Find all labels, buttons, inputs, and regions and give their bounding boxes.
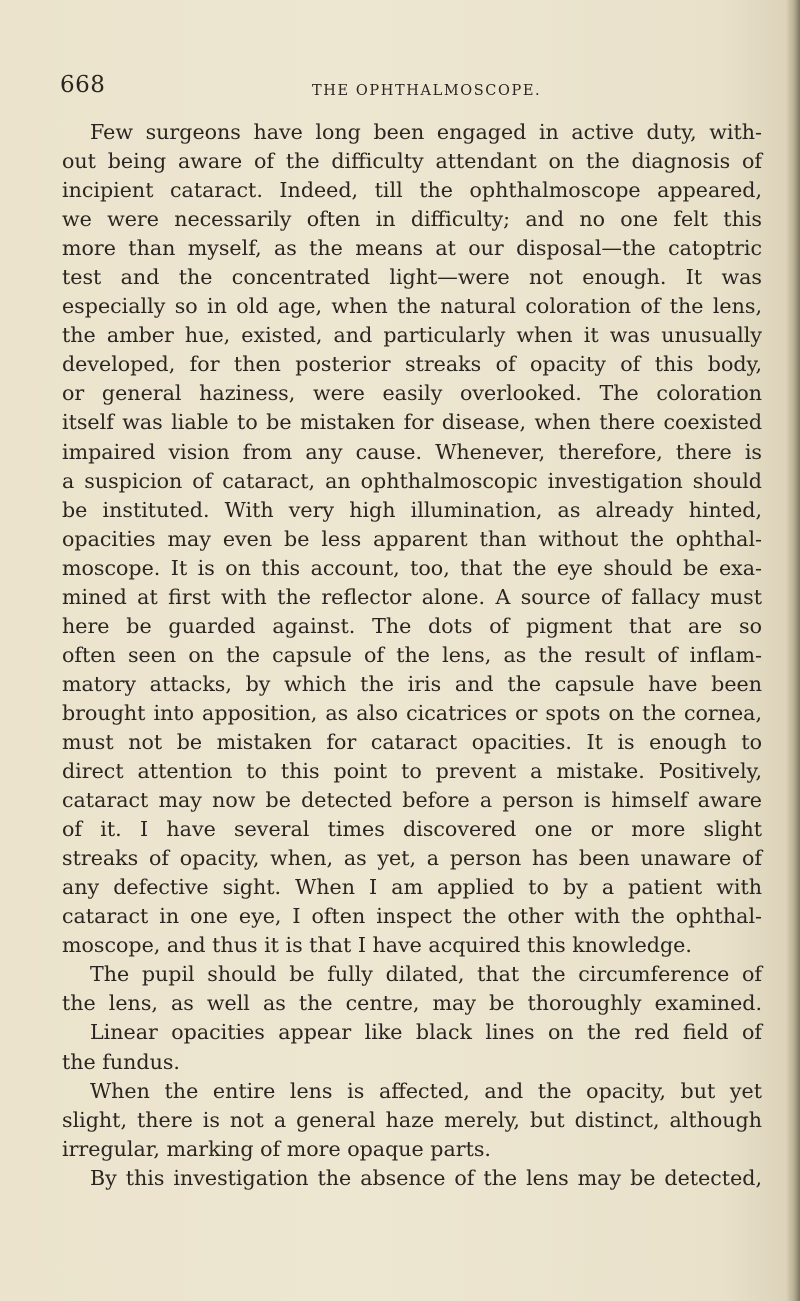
text-line: developed, for then posterior streaks of opacity of this body,	[62, 352, 762, 377]
page-number: 668	[60, 72, 106, 98]
text-line: be instituted. With very high illumination, as already hinted,	[62, 497, 762, 522]
text-line: must not be mistaken for cataract opacities. It is enough to	[62, 729, 762, 754]
text-line: mined at first with the reflector alone. A source of fallacy must	[62, 584, 762, 609]
text-line: The pupil should be fully dilated, that the circumference of	[90, 962, 762, 987]
text-line: brought into apposition, as also cicatrices or spots on the cornea,	[62, 700, 762, 725]
text-line: matory attacks, by which the iris and the capsule have been	[62, 671, 762, 696]
text-line: direct attention to this point to prevent a mistake. Positively,	[62, 759, 762, 784]
text-line: itself was liable to be mistaken for disease, when there coexisted	[62, 410, 762, 435]
text-line: a suspicion of cataract, an ophthalmoscopic investigation should	[62, 468, 762, 493]
text-line: irregular, marking of more opaque parts.	[62, 1136, 491, 1161]
text-line: incipient cataract. Indeed, till the ophthalmoscope appeared,	[62, 178, 762, 203]
text-line: we were necessarily often in difficulty; and no one felt this	[62, 207, 762, 232]
page-edge-shadow	[786, 0, 800, 1301]
text-line: the fundus.	[62, 1049, 180, 1074]
text-line: test and the concentrated light—were not enough. It was	[62, 265, 762, 290]
text-line: opacities may even be less apparent than without the ophthal-	[62, 526, 762, 551]
running-head: THE OPHTHALMOSCOPE.	[312, 83, 542, 99]
text-line: Few surgeons have long been engaged in active duty, with-	[90, 120, 762, 144]
text-line: When the entire lens is affected, and the opacity, but yet	[90, 1078, 762, 1103]
text-line: here be guarded against. The dots of pigment that are so	[62, 613, 762, 638]
text-line: the amber hue, existed, and particularly when it was unusually	[62, 323, 762, 348]
text-line: streaks of opacity, when, as yet, a person has been unaware of	[62, 846, 762, 871]
body-text	[62, 118, 762, 1193]
text-line: Linear opacities appear like black lines on the red field of	[90, 1020, 762, 1045]
text-line: or general haziness, were easily overlooked. The coloration	[62, 381, 762, 406]
text-line: impaired vision from any cause. Whenever, therefore, there is	[62, 439, 762, 464]
text-line: any defective sight. When I am applied to by a patient with	[62, 875, 762, 900]
text-line: cataract in one eye, I often inspect the other with the ophthal-	[62, 904, 762, 929]
text-line: cataract may now be detected before a person is himself aware	[62, 788, 762, 813]
text-line: often seen on the capsule of the lens, as the result of inflam-	[62, 642, 762, 667]
text-line: especially so in old age, when the natural coloration of the lens,	[62, 294, 762, 319]
text-line: the lens, as well as the centre, may be thoroughly examined.	[62, 991, 762, 1016]
text-line: By this investigation the absence of the lens may be detected,	[90, 1165, 762, 1190]
text-line: of it. I have several times discovered one or more slight	[62, 817, 762, 842]
text-line: slight, there is not a general haze merely, but distinct, although	[62, 1107, 762, 1132]
text-line: moscope. It is on this account, too, that the eye should be exa-	[62, 555, 762, 580]
text-line: more than myself, as the means at our disposal—the catoptric	[62, 236, 762, 261]
text-line: moscope, and thus it is that I have acquired this knowledge.	[62, 933, 692, 958]
text-line: out being aware of the difficulty attendant on the diagnosis of	[62, 149, 762, 174]
